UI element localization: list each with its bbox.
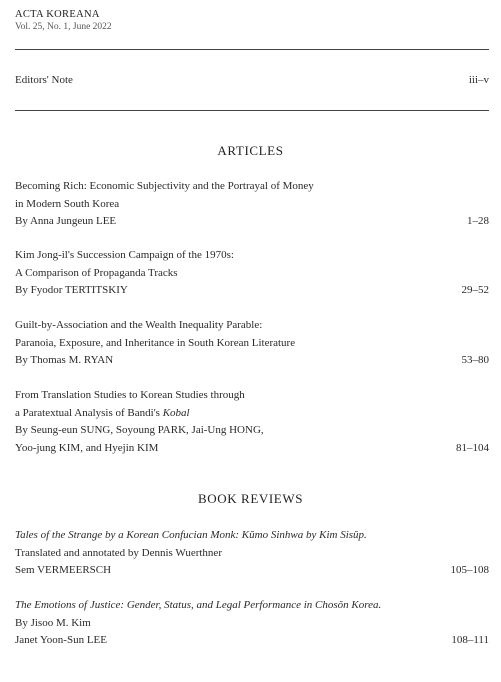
review-book-author: By Jisoo M. Kim <box>15 616 91 629</box>
issue-info: Vol. 25, No. 1, June 2022 <box>15 22 112 32</box>
article-author: By Fyodor TERTITSKIY <box>15 284 128 296</box>
review-title: The Emotions of Justice: Gender, Status, and Legal Performance in Chosŏn Korea. <box>15 599 382 611</box>
review-entry[interactable] <box>15 527 489 580</box>
article-pages: 29–52 <box>461 284 489 296</box>
review-translator: Translated and annotated by Dennis Wuerthner <box>15 546 222 559</box>
review-pages: 105–108 <box>450 564 489 576</box>
review-reviewer: Sem VERMEERSCH <box>15 564 112 576</box>
editors-note-title: Editors' Note <box>15 74 73 86</box>
article-entry[interactable] <box>15 247 489 300</box>
article-pages: 81–104 <box>456 441 489 454</box>
article-authors-line: By Seung-eun SUNG, Soyoung PARK, Jai-Ung HONG, <box>15 424 264 436</box>
article-title-line: Guilt-by-Association and the Wealth Inequality Parable: <box>15 319 263 331</box>
journal-title: ACTA KOREANA <box>15 9 100 20</box>
article-entry[interactable] <box>15 317 489 370</box>
review-title: Tales of the Strange by a Korean Confucian Monk: Kŭmo Sinhwa by Kim Sisŭp. <box>15 529 367 541</box>
article-entry[interactable] <box>15 178 489 231</box>
articles-heading: ARTICLES <box>217 143 284 158</box>
article-pages: 1–28 <box>467 215 489 227</box>
article-title-line: Paranoia, Exposure, and Inheritance in South Korean Literature <box>15 336 296 349</box>
article-title-line: Kim Jong-il's Succession Campaign of the 1970s: <box>15 249 234 261</box>
article-title-line: A Comparison of Propaganda Tracks <box>15 266 178 279</box>
editors-note-entry[interactable] <box>15 72 489 90</box>
article-title-italic: Kobal <box>162 406 190 419</box>
article-title-line: in Modern South Korea <box>15 197 120 210</box>
book-reviews-heading: BOOK REVIEWS <box>197 491 304 506</box>
article-title-line <box>15 405 489 423</box>
article-title-text: a Paratextual Analysis of Bandi's <box>15 406 163 419</box>
top-divider <box>15 49 489 50</box>
article-author: By Thomas M. RYAN <box>15 354 114 366</box>
review-entry[interactable] <box>15 597 489 650</box>
review-reviewer: Janet Yoon-Sun LEE <box>15 634 107 646</box>
article-author: By Anna Jungeun LEE <box>15 215 117 227</box>
article-title-line: Becoming Rich: Economic Subjectivity and the Portrayal of Money <box>15 180 314 192</box>
article-title-line: From Translation Studies to Korean Studies through <box>15 389 245 401</box>
article-pages: 53–80 <box>461 354 489 366</box>
article-authors-line: Yoo-jung KIM, and Hyejin KIM <box>15 441 159 454</box>
article-entry[interactable] <box>15 387 489 457</box>
middle-divider <box>15 110 489 111</box>
editors-note-pages: iii–v <box>468 74 489 86</box>
review-pages: 108–111 <box>451 634 489 646</box>
